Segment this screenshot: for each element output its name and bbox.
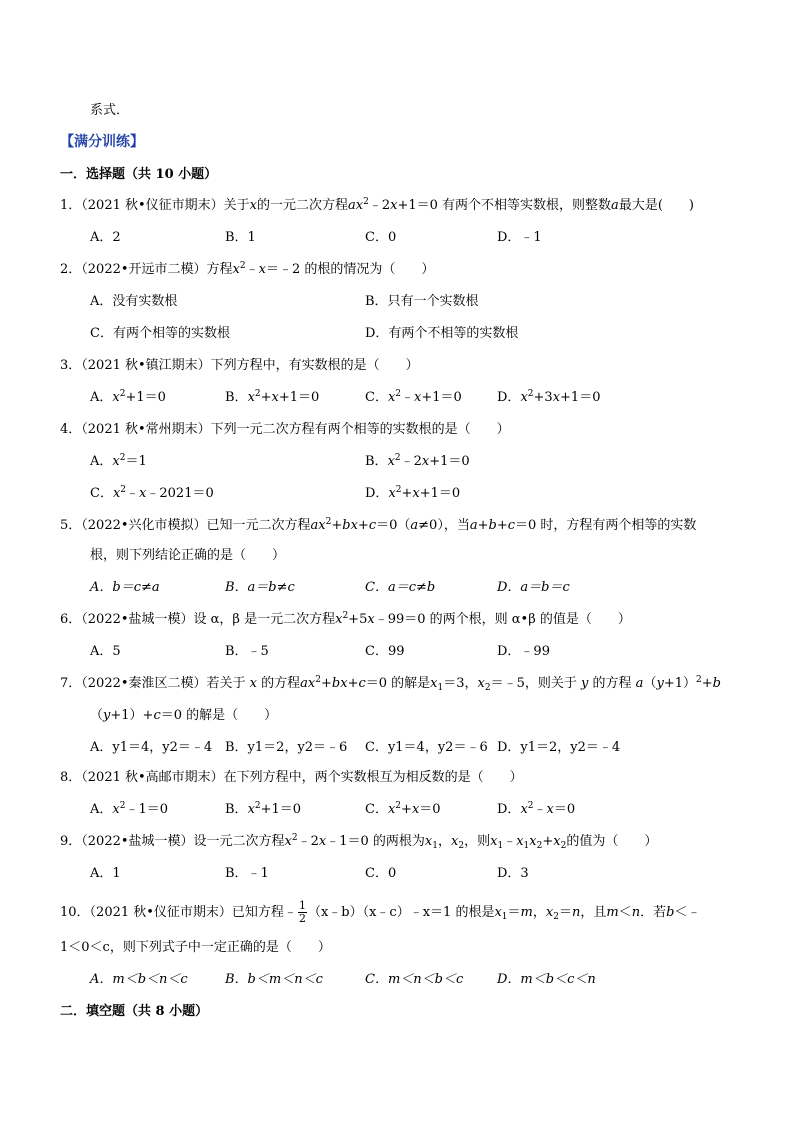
fraction-one-half: $\frac{1}{2}$ bbox=[298, 899, 306, 925]
question-2-option-d[interactable]: D．有两个不相等的实数根 bbox=[365, 326, 519, 341]
question-10-option-d[interactable]: D．m＜b＜c＜n bbox=[497, 972, 596, 987]
section2-title: 二．填空题（共 8 小题） bbox=[60, 1004, 209, 1019]
question-2-option-a[interactable]: A．没有实数根 bbox=[90, 294, 178, 309]
question-10-stem: 10．（2021 秋•仪征市期末）已知方程﹣ $\frac{1}{2}$ （x﹣b）（x﹣c）﹣x＝1 的根是$x_1=m$，$x_2=n$，且m＜n．若b＜﹣ bbox=[60, 899, 701, 925]
question-10-option-b[interactable]: B．b＜m＜n＜c bbox=[225, 972, 323, 987]
question-9-option-d[interactable]: D．3 bbox=[497, 866, 529, 881]
question-5-option-d[interactable]: D．a＝b＝c bbox=[497, 580, 570, 595]
question-5-stem: 5．（2022•兴化市模拟）已知一元二次方程$ax^2+bx+c=0(a\ne 0)$，当a+b+c＝0 时，方程有两个相等的实数 bbox=[60, 517, 697, 533]
question-1-stem: 1．（2021 秋•仪征市期末）关于x的一元二次方程$ax^2﹣2x+1=0$ 有两个不相等实数根，则整数a最大是( ) bbox=[60, 197, 694, 213]
question-7-stem: 7．（2022•秦淮区二模）若关于 x 的方程$ax^2+bx+c=0$ 的解是$x_1=3$，$x_2=﹣5$，则关于 y 的方程 $a(y+1)^2+b$ bbox=[60, 675, 721, 693]
question-10-option-a[interactable]: A．m＜b＜n＜c bbox=[90, 972, 188, 987]
question-9-option-c[interactable]: C．0 bbox=[365, 866, 397, 881]
question-7-option-c[interactable]: C．y1＝4，y2＝﹣6 bbox=[365, 740, 488, 755]
section1-title: 一．选择题（共 10 小题） bbox=[60, 167, 218, 182]
question-3-option-c[interactable]: C．$x^2﹣x+1=0$ bbox=[365, 389, 462, 405]
question-7-option-d[interactable]: D．y1＝2，y2＝﹣4 bbox=[497, 740, 621, 755]
question-3-option-a[interactable]: A．$x^2+1=0$ bbox=[90, 389, 166, 405]
training-heading: 【满分训练】 bbox=[60, 134, 144, 150]
question-2-option-c[interactable]: C．有两个相等的实数根 bbox=[90, 326, 230, 341]
question-6-stem: 6．（2022•盐城一模）设 α，β 是一元二次方程$x^2+5x﹣99=0$ 的两个根，则 α•β 的值是（ ） bbox=[60, 611, 631, 627]
question-5-option-c[interactable]: C．a＝c≠b bbox=[365, 580, 436, 595]
question-9-option-a[interactable]: A．1 bbox=[90, 866, 121, 881]
question-6-option-d[interactable]: D．﹣99 bbox=[497, 644, 550, 659]
question-3-option-b[interactable]: B．$x^2+x+1=0$ bbox=[225, 389, 320, 405]
question-7-option-a[interactable]: A．y1＝4，y2＝﹣4 bbox=[90, 740, 213, 755]
question-10-stem-line2: 1＜0＜c，则下列式子中一定正确的是（ ） bbox=[60, 940, 331, 955]
question-4-stem: 4．（2021 秋•常州期末）下列一元二次方程有两个相等的实数根的是（ ） bbox=[60, 422, 510, 437]
question-4-option-a[interactable]: A．$x^2=1$ bbox=[90, 453, 147, 469]
question-3-stem: 3．（2021 秋•镇江期末）下列方程中，有实数根的是（ ） bbox=[60, 358, 419, 373]
question-6-option-b[interactable]: B．﹣5 bbox=[225, 644, 269, 659]
question-5-option-a[interactable]: A．b＝c≠a bbox=[90, 580, 160, 595]
question-8-option-d[interactable]: D．$x^2﹣x=0$ bbox=[497, 801, 576, 817]
question-7-option-b[interactable]: B．y1＝2，y2＝﹣6 bbox=[225, 740, 348, 755]
question-5-option-b[interactable]: B．a＝b≠c bbox=[225, 580, 295, 595]
question-8-option-a[interactable]: A．$x^2﹣1=0$ bbox=[90, 801, 169, 817]
question-9-stem: 9．（2022•盐城一模）设一元二次方程$x^2﹣2x﹣1=0$ 的两根为$x_1$，$x_2$，则$x_1﹣x_1x_2+x_2$的值为（ ） bbox=[60, 833, 658, 851]
question-1-option-a[interactable]: A．2 bbox=[90, 230, 121, 245]
question-1-option-c[interactable]: C．0 bbox=[365, 230, 397, 245]
question-2-option-b[interactable]: B．只有一个实数根 bbox=[365, 294, 479, 309]
intro-tail: 系式． bbox=[90, 103, 130, 118]
question-1-option-b[interactable]: B．1 bbox=[225, 230, 256, 245]
question-2-stem: 2．（2022•开远市二模）方程$x^2﹣x=﹣2$ 的根的情况为（ ） bbox=[60, 261, 435, 277]
question-6-option-c[interactable]: C．99 bbox=[365, 644, 405, 659]
question-6-option-a[interactable]: A．5 bbox=[90, 644, 121, 659]
question-1-option-d[interactable]: D．﹣1 bbox=[497, 230, 542, 245]
question-7-stem-line2: （y+1）+c＝0 的解是（ ） bbox=[90, 708, 278, 723]
question-8-option-c[interactable]: C．$x^2+x=0$ bbox=[365, 801, 441, 817]
question-5-stem-line2: 根，则下列结论正确的是（ ） bbox=[90, 548, 286, 563]
question-3-option-d[interactable]: D．$x^2+3x+1=0$ bbox=[497, 389, 601, 405]
question-8-stem: 8．（2021 秋•高邮市期末）在下列方程中，两个实数根互为相反数的是（ ） bbox=[60, 770, 523, 785]
question-4-option-d[interactable]: D．$x^2+x+1=0$ bbox=[365, 485, 461, 501]
question-4-option-b[interactable]: B．$x^2﹣2x+1=0$ bbox=[365, 453, 470, 469]
question-4-option-c[interactable]: C．$x^2﹣x﹣2021=0$ bbox=[90, 485, 214, 501]
question-8-option-b[interactable]: B．$x^2+1=0$ bbox=[225, 801, 302, 817]
question-9-option-b[interactable]: B．﹣1 bbox=[225, 866, 269, 881]
question-10-option-c[interactable]: C．m＜n＜b＜c bbox=[365, 972, 464, 987]
